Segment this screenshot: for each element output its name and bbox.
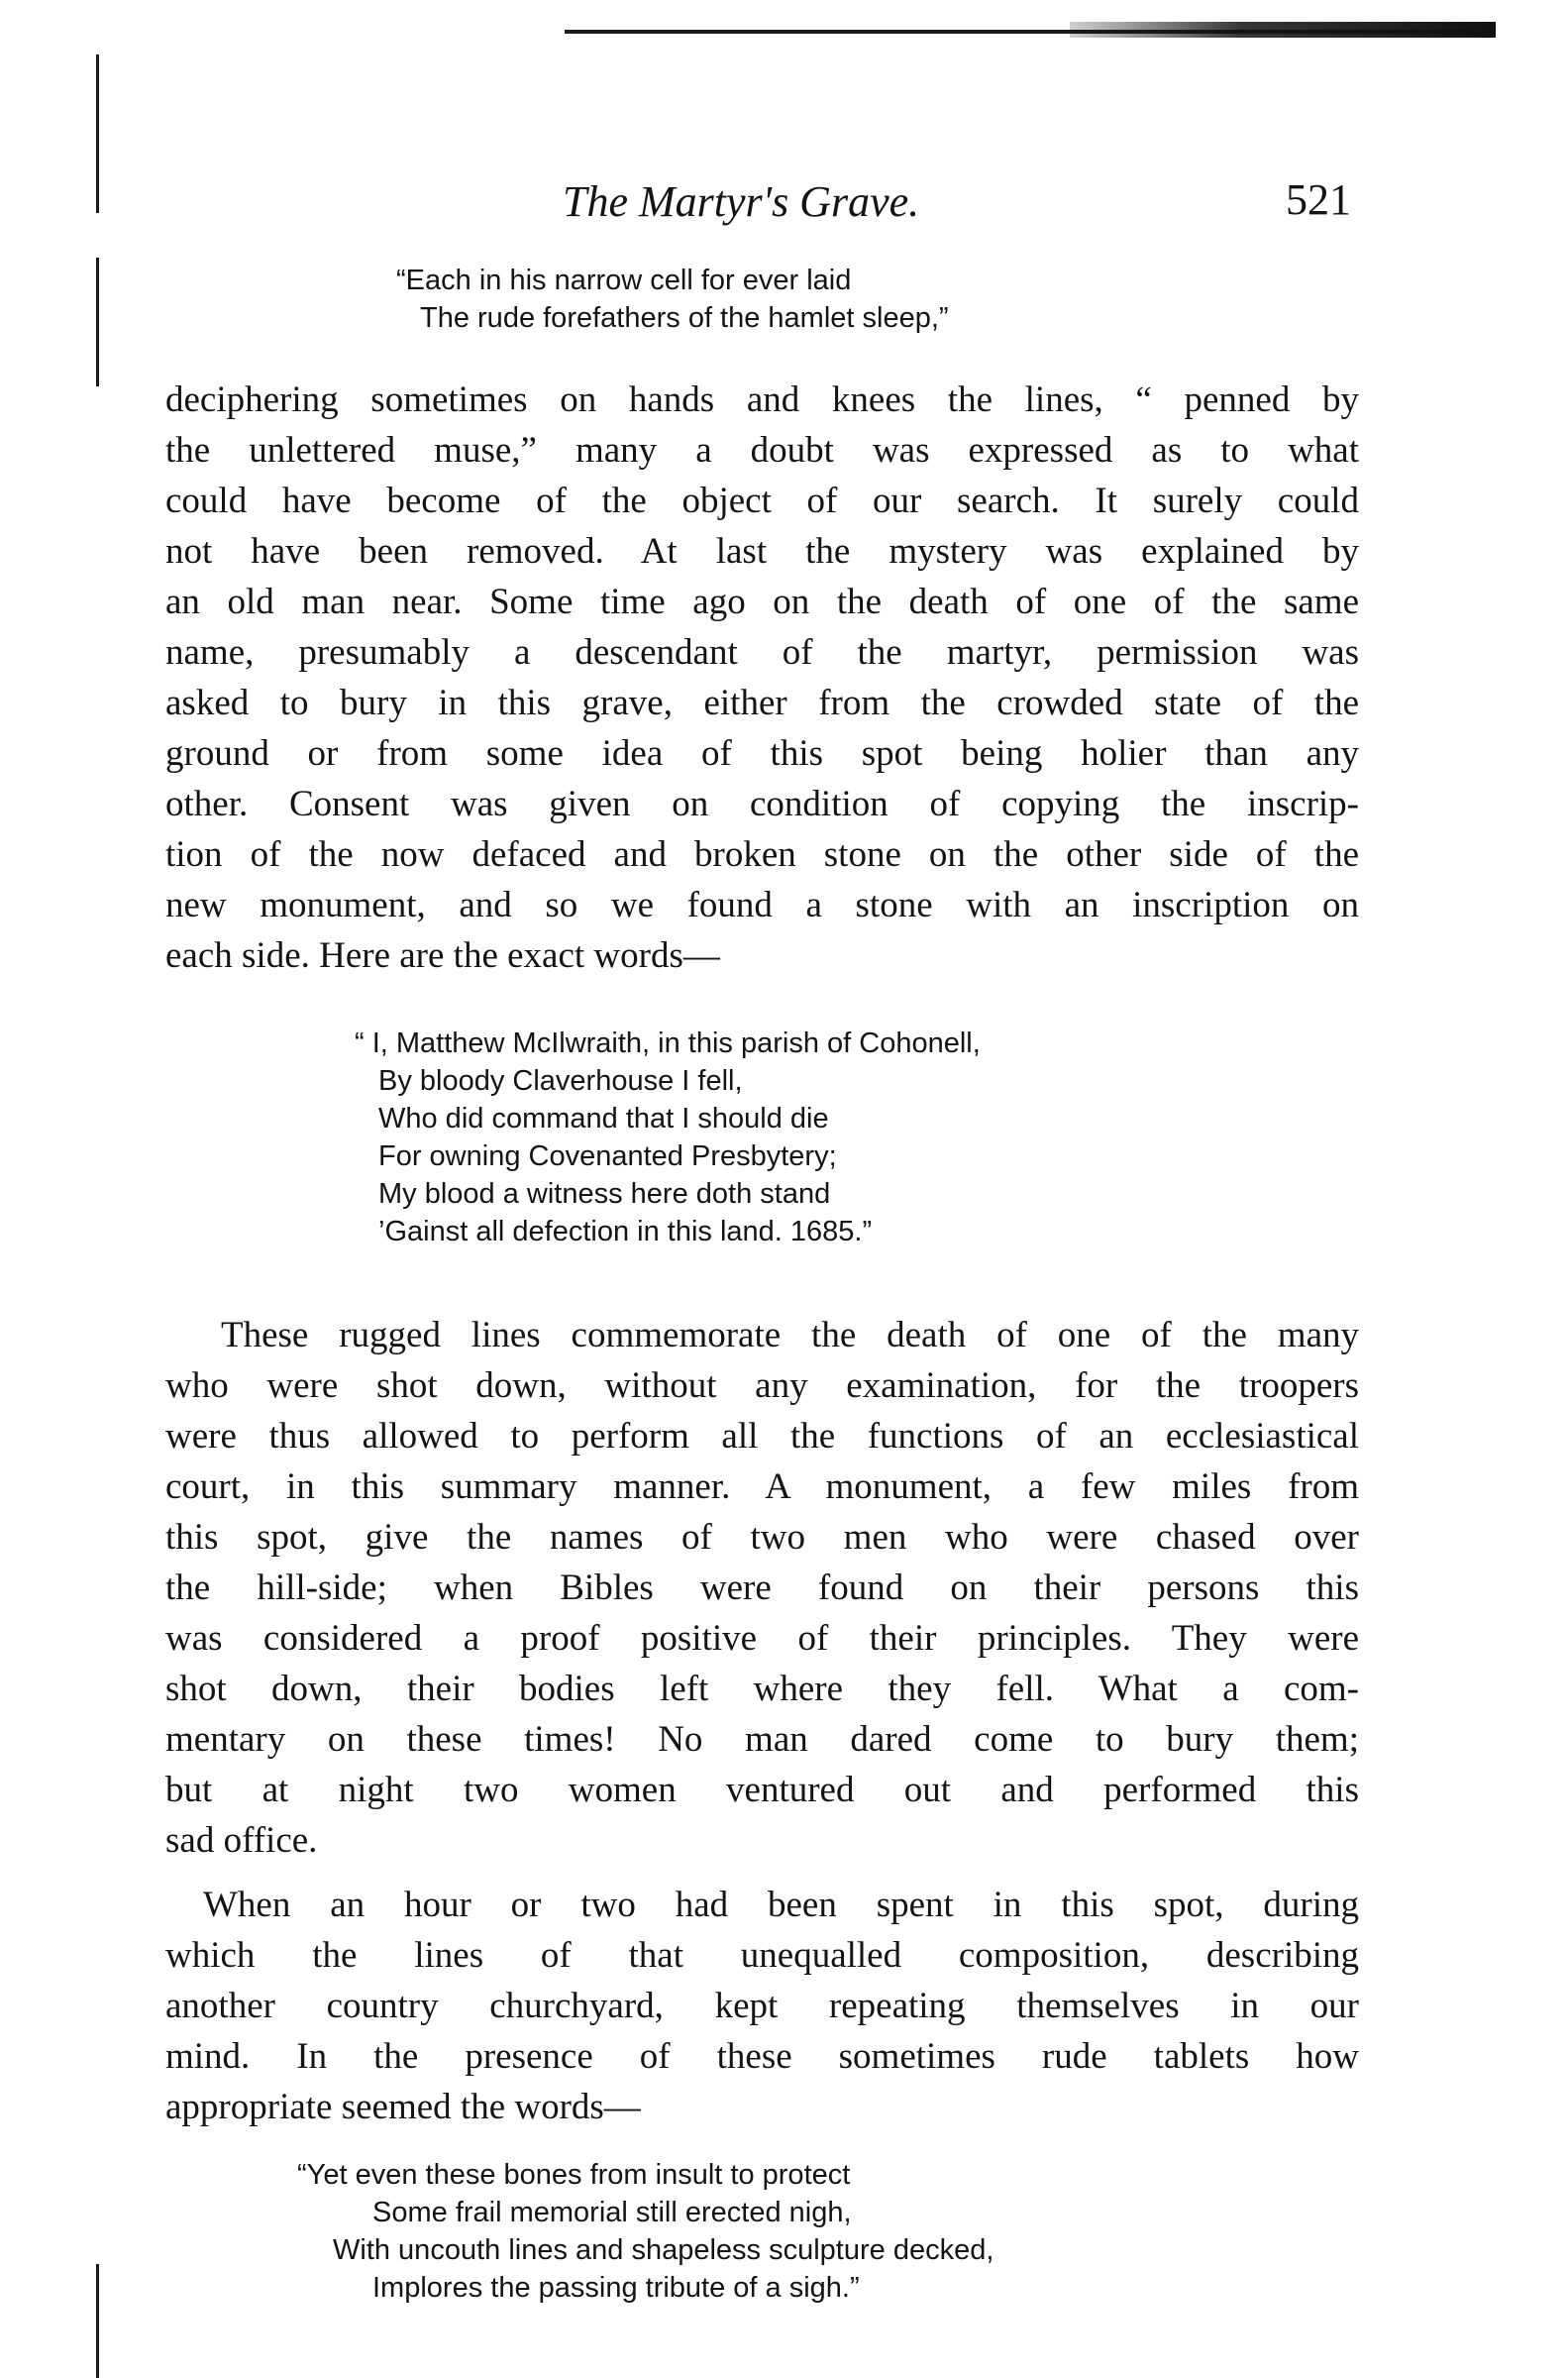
paragraph-line: who were shot down, without any examination, for the troopers: [165, 1365, 1359, 1406]
page-number: 521: [1286, 175, 1351, 224]
paragraph-line: tion of the now defaced and broken stone on the other side of the: [165, 834, 1359, 875]
paragraph-line: mind. In the presence of these sometimes rude tablets how: [165, 2036, 1359, 2077]
verse-line: ’Gainst all defection in this land. 1685.”: [378, 1216, 873, 1247]
paragraph-line: sad office.: [165, 1820, 318, 1861]
paragraph-line: deciphering sometimes on hands and knees the lines, “ penned by: [165, 379, 1359, 420]
paragraph-line: the hill-side; when Bibles were found on their persons this: [165, 1567, 1359, 1608]
verse-line: The rude forefathers of the hamlet sleep,”: [420, 302, 949, 334]
paragraph-line: each side. Here are the exact words—: [165, 935, 720, 976]
paragraph-1: [165, 375, 1359, 981]
verse-line: “ I, Matthew McIlwraith, in this parish of Cohonell,: [355, 1027, 981, 1059]
verse-line: My blood a witness here doth stand: [378, 1178, 831, 1210]
paragraph-line: not have been removed. At last the mystery was explained by: [165, 531, 1359, 572]
paragraph-line: appropriate seemed the words—: [165, 2087, 641, 2127]
verse-3: [297, 2156, 993, 2307]
verse-line: Some frail memorial still erected nigh,: [372, 2197, 852, 2228]
paragraph-line: mentary on these times! No man dared come to bury them;: [165, 1719, 1359, 1760]
paragraph-line: asked to bury in this grave, either from the crowded state of the: [165, 683, 1359, 723]
left-margin-scan-line: [96, 258, 99, 386]
paragraph-line: another country churchyard, kept repeating themselves in our: [165, 1986, 1359, 2026]
running-title: The Martyr's Grave.: [563, 177, 920, 226]
paragraph-line: an old man near. Some time ago on the death of one of the same: [165, 582, 1359, 622]
paragraph-line: name, presumably a descendant of the martyr, permission was: [165, 632, 1359, 673]
paragraph-line: court, in this summary manner. A monument, a few miles from: [165, 1466, 1359, 1507]
paragraph-line: were thus allowed to perform all the functions of an ecclesiastical: [165, 1416, 1359, 1457]
verse-line: Implores the passing tribute of a sigh.”: [372, 2272, 860, 2304]
paragraph-line: this spot, give the names of two men who were chased over: [165, 1517, 1359, 1558]
verse-line: Who did command that I should die: [378, 1103, 829, 1135]
paragraph-line: These rugged lines commemorate the death of one of the many: [221, 1315, 1359, 1355]
verse-2-inscription: [355, 1025, 981, 1250]
paragraph-line: ground or from some idea of this spot being holier than any: [165, 733, 1359, 774]
paragraph-line: could have become of the object of our search. It surely could: [165, 481, 1359, 521]
left-margin-scan-line: [96, 2264, 99, 2378]
paragraph-line: new monument, and so we found a stone with an inscription on: [165, 885, 1359, 925]
top-rule-shadow: [1070, 22, 1496, 38]
paragraph-line: When an hour or two had been spent in this spot, during: [203, 1885, 1359, 1925]
paragraph-line: which the lines of that unequalled composition, describing: [165, 1935, 1359, 1976]
paragraph-2: [165, 1310, 1359, 1866]
paragraph-line: other. Consent was given on condition of copying the inscrip-: [165, 784, 1359, 824]
paragraph-line: but at night two women ventured out and performed this: [165, 1770, 1359, 1810]
paragraph-line: was considered a proof positive of their principles. They were: [165, 1618, 1359, 1659]
verse-line: By bloody Claverhouse I fell,: [378, 1065, 743, 1097]
verse-1: [396, 262, 949, 337]
left-margin-scan-line: [96, 54, 99, 213]
paragraph-line: shot down, their bodies left where they fell. What a com-: [165, 1669, 1359, 1709]
verse-line: For owning Covenanted Presbytery;: [378, 1140, 837, 1172]
verse-line: “Yet even these bones from insult to protect: [297, 2159, 851, 2191]
paragraph-3: [165, 1880, 1359, 2132]
verse-line: “Each in his narrow cell for ever laid: [396, 265, 852, 296]
paragraph-line: the unlettered muse,” many a doubt was expressed as to what: [165, 430, 1359, 471]
verse-line: With uncouth lines and shapeless sculpture decked,: [333, 2234, 994, 2266]
